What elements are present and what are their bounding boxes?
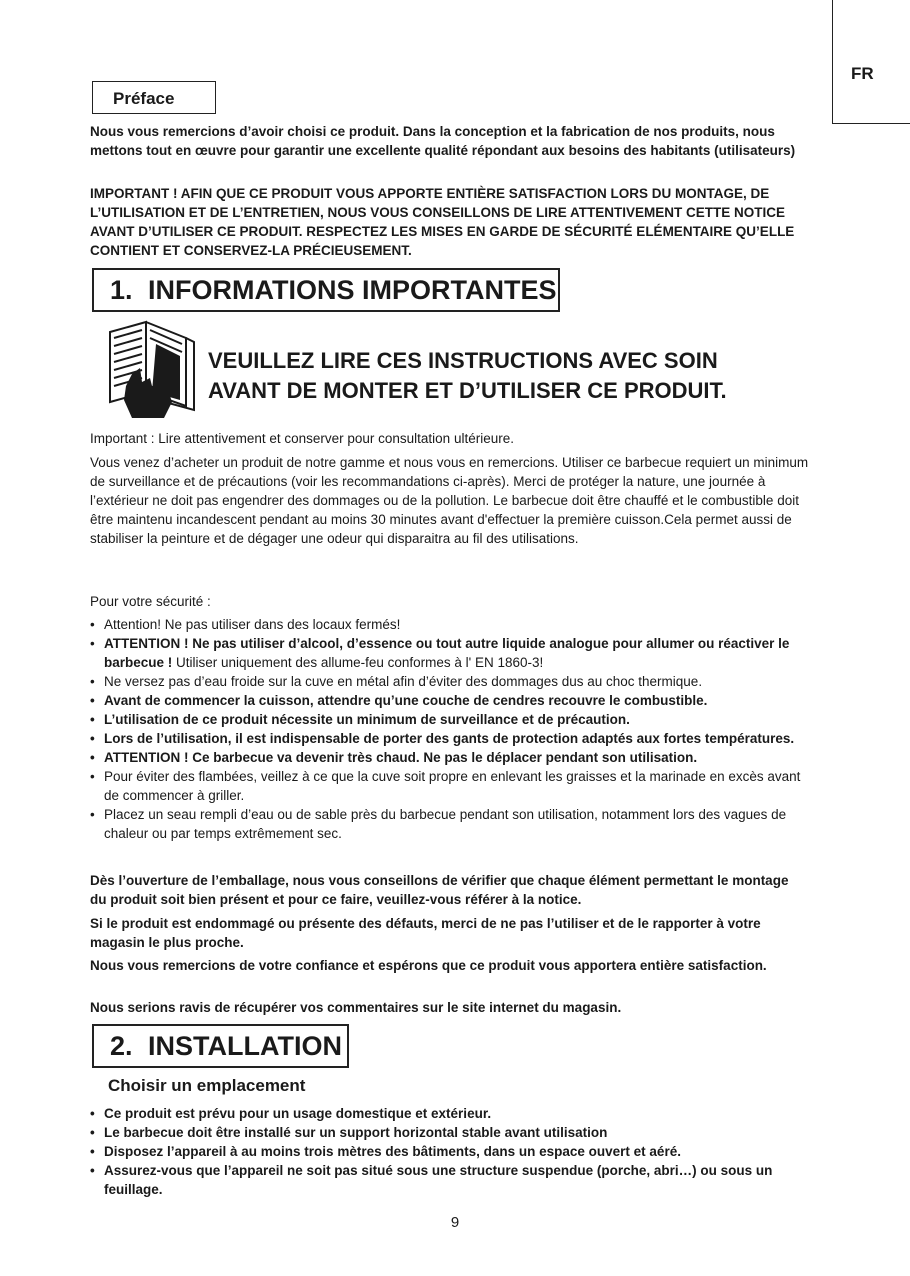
installation-list bbox=[90, 1104, 810, 1199]
language-tab bbox=[832, 0, 910, 124]
preface-heading-box bbox=[92, 81, 216, 114]
section1-headline bbox=[208, 346, 808, 406]
list-item: • Assurez-vous que l’appareil ne soit pas situé sous une structure suspendue (porche, abri…) ou sous un feuillage. bbox=[90, 1161, 810, 1199]
list-item: • Ne versez pas d’eau froide sur la cuve en métal afin d’éviter des dommages dus au choc thermique. bbox=[90, 672, 810, 691]
section1-title: INFORMATIONS IMPORTANTES bbox=[148, 275, 557, 305]
list-item: • Attention! Ne pas utiliser dans des locaux fermés! bbox=[90, 615, 810, 634]
closing-paragraph-4: Nous serions ravis de récupérer vos commentaires sur le site internet du magasin. bbox=[90, 1000, 622, 1015]
section1-paragraph: Vous venez d’acheter un produit de notre gamme et nous vous en remercions. Utiliser ce barbecue requiert un minimum de surveillance et de précautions (voir les recommandations ci-après). Merci de protéger la nature, une journée à l’extérieur ne doit pas engendrer des dommages ou de la pollution. Le barbecue doit être chauffé et le combustible doit être maintenu incandescent pendant au moins 30 minutes avant d'effectuer la première cuisson.Cela permet aussi de stabiliser la peinture et de dégager une odeur qui disparaitra au fil des utilisations. bbox=[90, 455, 809, 546]
page-number: 9 bbox=[450, 1214, 460, 1231]
preface-title: Préface bbox=[113, 89, 175, 108]
list-item: • ATTENTION ! Ne pas utiliser d’alcool, d’essence ou tout autre liquide analogue pour allumer ou réactiver le barbecue ! Utiliser uniquement des allume-feu conformes à l' EN 1860-3! bbox=[90, 634, 810, 672]
section2-title: INSTALLATION bbox=[148, 1031, 343, 1061]
list-item: • Disposez l’appareil à au moins trois mètres des bâtiments, dans un espace ouvert et aéré. bbox=[90, 1142, 810, 1161]
list-item: • Lors de l’utilisation, il est indispensable de porter des gants de protection adaptés aux fortes températures. bbox=[90, 729, 810, 748]
language-label: FR bbox=[851, 64, 874, 83]
section1-heading-box bbox=[92, 268, 560, 312]
important-note: Important : Lire attentivement et conserver pour consultation ultérieure. bbox=[90, 431, 514, 446]
section2-number: 2. bbox=[110, 1031, 133, 1061]
list-item: • ATTENTION ! Ce barbecue va devenir très chaud. Ne pas le déplacer pendant son utilisation. bbox=[90, 748, 810, 767]
list-item: • Ce produit est prévu pour un usage domestique et extérieur. bbox=[90, 1104, 810, 1123]
safety-title: Pour votre sécurité : bbox=[90, 594, 211, 609]
safety-list bbox=[90, 615, 810, 843]
section2-heading-box bbox=[92, 1024, 349, 1068]
headline-line2: AVANT DE MONTER ET D’UTILISER CE PRODUIT. bbox=[208, 378, 727, 403]
list-item: • Avant de commencer la cuisson, attendre qu’une couche de cendres recouvre le combustible. bbox=[90, 691, 810, 710]
list-item: • Pour éviter des flambées, veillez à ce que la cuve soit propre en enlevant les graisses et la marinade en excès avant de commencer à griller. bbox=[90, 767, 810, 805]
list-item: • Le barbecue doit être installé sur un support horizontal stable avant utilisation bbox=[90, 1123, 810, 1142]
list-item: • L’utilisation de ce produit nécessite un minimum de surveillance et de précaution. bbox=[90, 710, 810, 729]
closing-paragraph-2: Si le produit est endommagé ou présente des défauts, merci de ne pas l’utiliser et de le rapporter à votre magasin le plus proche. bbox=[90, 916, 761, 950]
closing-paragraph-3: Nous vous remercions de votre confiance et espérons que ce produit vous apportera entière satisfaction. bbox=[90, 958, 767, 973]
preface-intro: Nous vous remercions d’avoir choisi ce produit. Dans la conception et la fabrication de nos produits, nous mettons tout en œuvre pour garantir une excellente qualité répondant aux besoins des habitants (utilisateurs) bbox=[90, 124, 796, 158]
section1-number: 1. bbox=[110, 275, 133, 305]
preface-important: IMPORTANT ! AFIN QUE CE PRODUIT VOUS APPORTE ENTIÈRE SATISFACTION LORS DU MONTAGE, DE L’UTILISATION ET DE L’ENTRETIEN, NOUS VOUS CONSEILLONS DE LIRE ATTENTIVEMENT CETTE NOTICE AVANT D’UTILISER CE PRODUIT. RESPECTEZ LES MISES EN GARDE DE SÉCURITÉ ELÉMENTAIRE QU’ELLE CONTIENT ET CONSERVEZ-LA PRÉCIEUSEMENT. bbox=[90, 186, 795, 258]
list-item: • Placez un seau rempli d’eau ou de sable près du barbecue pendant son utilisation, notamment lors des vagues de chaleur ou par temps extrêmement sec. bbox=[90, 805, 810, 843]
section2-subtitle: Choisir un emplacement bbox=[108, 1076, 306, 1095]
headline-line1: VEUILLEZ LIRE CES INSTRUCTIONS AVEC SOIN bbox=[208, 348, 718, 373]
read-manual-icon bbox=[106, 320, 198, 420]
closing-paragraph-1: Dès l’ouverture de l’emballage, nous vous conseillons de vérifier que chaque élément permettant le montage du produit soit bien présent et pour ce faire, veuillez-vous référer à la notice. bbox=[90, 873, 789, 907]
